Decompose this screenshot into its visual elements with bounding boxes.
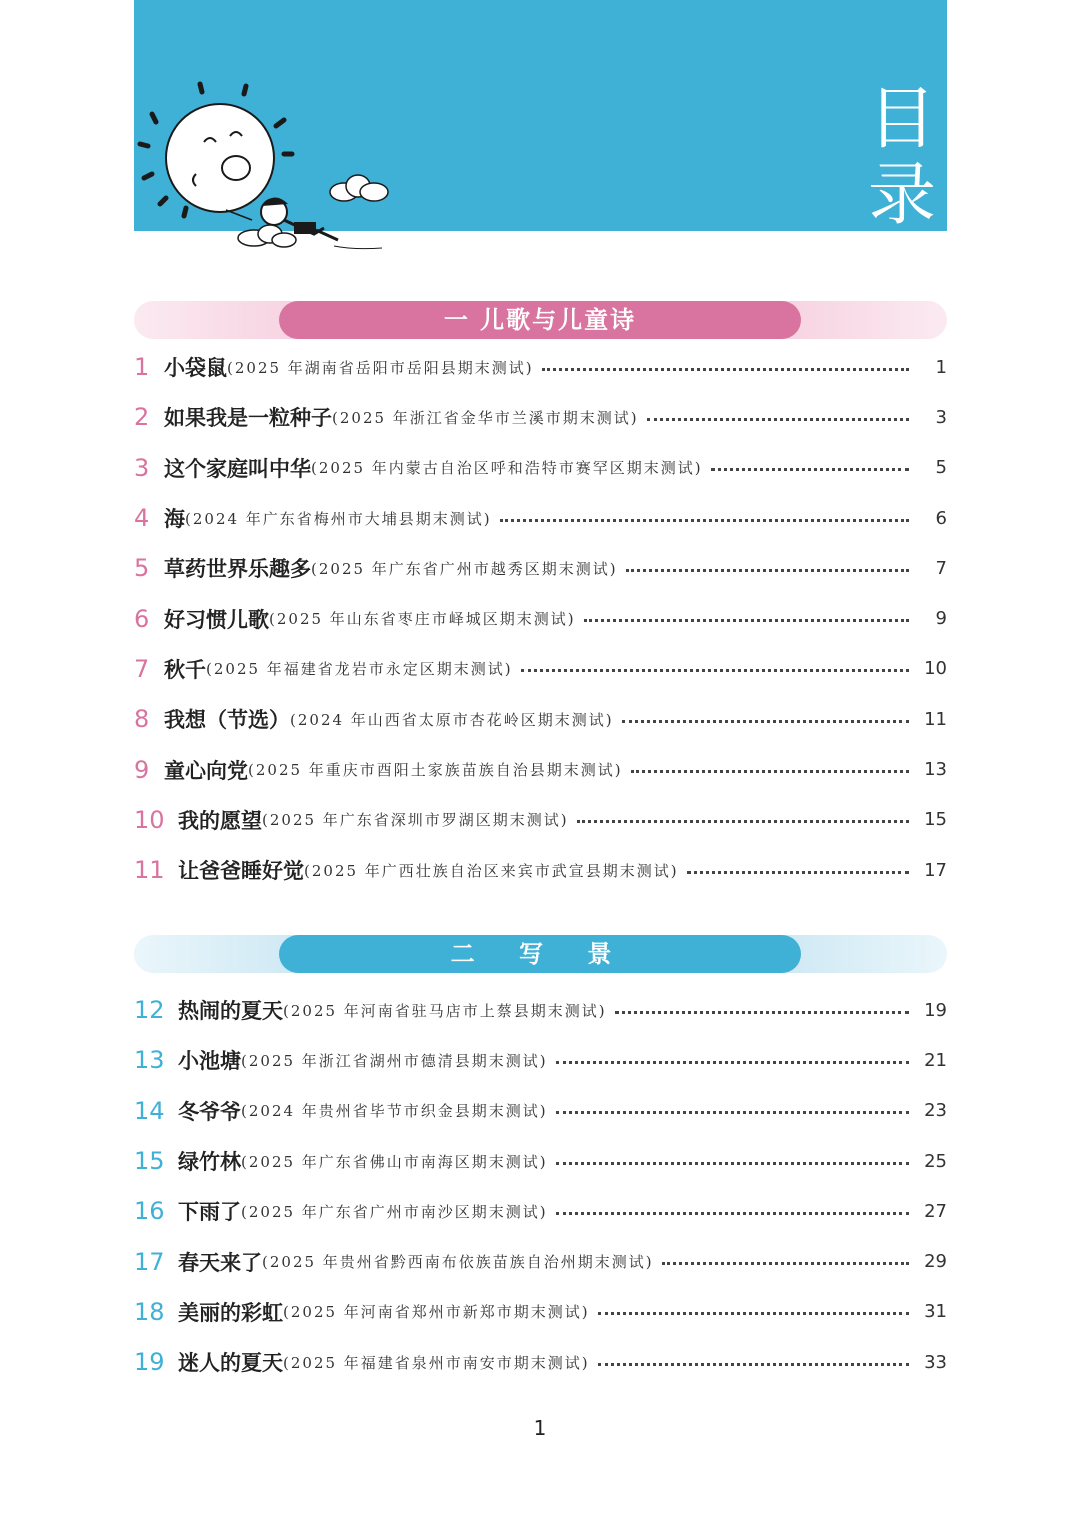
entry-number: 14	[134, 1096, 165, 1125]
dot-leader	[556, 1111, 909, 1114]
toc-entry[interactable]	[134, 1035, 947, 1085]
toc-entry[interactable]	[134, 644, 947, 694]
dot-leader	[500, 519, 909, 522]
entry-page: 29	[924, 1251, 947, 1273]
dot-leader	[521, 669, 909, 672]
entry-number: 5	[134, 554, 150, 583]
dot-leader	[626, 569, 909, 572]
entry-source: (2024 年贵州省毕节市织金县期末测试)	[241, 1102, 548, 1121]
toc-entry[interactable]	[134, 1287, 947, 1337]
entry-number: 8	[134, 705, 150, 734]
entry-number: 1	[134, 353, 150, 382]
toc-entry[interactable]	[134, 1236, 947, 1286]
entry-title: 迷人的夏天	[178, 1351, 283, 1376]
dot-leader	[662, 1262, 909, 1265]
dot-leader	[711, 468, 909, 471]
entry-number: 4	[134, 504, 150, 533]
entry-title: 让爸爸睡好觉	[178, 859, 304, 884]
dot-leader	[622, 720, 909, 723]
section-label: 一 儿歌与儿童诗	[279, 301, 801, 339]
dot-leader	[687, 871, 909, 874]
entry-source: (2025 年福建省龙岩市永定区期末测试)	[206, 660, 513, 679]
dot-leader	[577, 820, 909, 823]
toc-entry[interactable]	[134, 1136, 947, 1186]
toc-entry[interactable]	[134, 744, 947, 794]
toc-entry[interactable]	[134, 1337, 947, 1387]
entry-number: 19	[134, 1348, 165, 1377]
entry-source: (2025 年湖南省岳阳市岳阳县期末测试)	[227, 358, 534, 377]
entry-number: 3	[134, 453, 150, 482]
entry-number: 13	[134, 1046, 165, 1075]
entry-source: (2025 年广东省广州市越秀区期末测试)	[311, 559, 618, 578]
entry-page: 19	[924, 999, 947, 1021]
entry-number: 16	[134, 1197, 165, 1226]
toc-list-section-1	[134, 342, 947, 895]
entry-title: 下雨了	[178, 1200, 241, 1225]
entry-page: 1	[935, 356, 947, 378]
entry-number: 15	[134, 1147, 165, 1176]
entry-title: 海	[164, 507, 185, 532]
toc-entry[interactable]	[134, 694, 947, 744]
entry-title: 好习惯儿歌	[164, 607, 269, 632]
toc-entry[interactable]	[134, 342, 947, 392]
dot-leader	[615, 1011, 909, 1014]
toc-entry[interactable]	[134, 593, 947, 643]
entry-page: 15	[924, 809, 947, 831]
entry-source: (2025 年河南省驻马店市上蔡县期末测试)	[283, 1001, 607, 1020]
entry-number: 9	[134, 755, 150, 784]
dot-leader	[631, 770, 909, 773]
entry-title: 我想（节选）	[164, 708, 290, 733]
sun-kid-illustration	[134, 70, 434, 270]
entry-title: 童心向党	[164, 758, 248, 783]
page-title: 目录	[867, 80, 936, 235]
toc-entry[interactable]	[134, 795, 947, 845]
section-header-1	[134, 301, 947, 339]
entry-page: 3	[935, 406, 947, 428]
entry-page: 13	[924, 759, 947, 781]
entry-title: 秋千	[164, 657, 206, 682]
toc-entry[interactable]	[134, 985, 947, 1035]
small-cloud	[238, 225, 296, 247]
entry-title: 草药世界乐趣多	[164, 557, 311, 582]
entry-source: (2024 年山西省太原市杏花岭区期末测试)	[290, 710, 614, 729]
entry-source: (2025 年福建省泉州市南安市期末测试)	[283, 1353, 590, 1372]
entry-source: (2025 年广东省佛山市南海区期末测试)	[241, 1152, 548, 1171]
toc-entry[interactable]	[134, 1086, 947, 1136]
entry-number: 7	[134, 654, 150, 683]
entry-title: 冬爷爷	[178, 1099, 241, 1124]
entry-title: 热闹的夏天	[178, 999, 283, 1024]
dot-leader	[556, 1162, 909, 1165]
entry-source: (2025 年内蒙古自治区呼和浩特市赛罕区期末测试)	[311, 459, 703, 478]
toc-entry[interactable]	[134, 543, 947, 593]
dot-leader	[647, 418, 909, 421]
toc-entry[interactable]	[134, 493, 947, 543]
entry-number: 18	[134, 1297, 165, 1326]
cloud-right	[330, 175, 388, 201]
entry-number: 11	[134, 856, 165, 885]
entry-page: 25	[924, 1150, 947, 1172]
entry-source: (2025 年重庆市酉阳土家族苗族自治县期末测试)	[248, 761, 623, 780]
entry-source: (2025 年广东省广州市南沙区期末测试)	[241, 1202, 548, 1221]
entry-title: 美丽的彩虹	[178, 1300, 283, 1325]
toc-entry[interactable]	[134, 845, 947, 895]
entry-page: 11	[924, 708, 947, 730]
entry-title: 这个家庭叫中华	[164, 456, 311, 481]
toc-entry[interactable]	[134, 1186, 947, 1236]
entry-page: 7	[935, 557, 947, 579]
entry-page: 9	[935, 608, 947, 630]
entry-source: (2025 年山东省枣庄市峄城区期末测试)	[269, 610, 576, 629]
entry-page: 33	[924, 1351, 947, 1373]
entry-source: (2025 年浙江省金华市兰溪市期末测试)	[332, 408, 639, 427]
entry-source: (2024 年广东省梅州市大埔县期末测试)	[185, 509, 492, 528]
entry-page: 6	[935, 507, 947, 529]
page-number: 1	[533, 1416, 547, 1440]
entry-source: (2025 年广东省深圳市罗湖区期末测试)	[262, 811, 569, 830]
dot-leader	[598, 1312, 909, 1315]
entry-number: 2	[134, 403, 150, 432]
entry-source: (2025 年河南省郑州市新郑市期末测试)	[283, 1303, 590, 1322]
sun-face	[166, 104, 274, 212]
dot-leader	[584, 619, 909, 622]
entry-page: 27	[924, 1200, 947, 1222]
dot-leader	[556, 1061, 909, 1064]
entry-page: 23	[924, 1100, 947, 1122]
entry-source: (2025 年广西壮族自治区来宾市武宣县期末测试)	[304, 861, 679, 880]
entry-title: 小袋鼠	[164, 356, 227, 381]
toc-list-section-2	[134, 985, 947, 1387]
entry-title: 如果我是一粒种子	[164, 406, 332, 431]
entry-number: 10	[134, 805, 165, 834]
entry-number: 12	[134, 996, 165, 1025]
toc-entry[interactable]	[134, 392, 947, 442]
entry-title: 春天来了	[178, 1250, 262, 1275]
dot-leader	[556, 1212, 909, 1215]
dot-leader	[598, 1363, 909, 1366]
entry-title: 我的愿望	[178, 808, 262, 833]
entry-title: 绿竹林	[178, 1150, 241, 1175]
entry-title: 小池塘	[178, 1049, 241, 1074]
toc-entry[interactable]	[134, 443, 947, 493]
entry-number: 6	[134, 604, 150, 633]
entry-number: 17	[134, 1247, 165, 1276]
section-label: 二 写 景	[279, 935, 801, 973]
entry-page: 21	[924, 1049, 947, 1071]
entry-page: 17	[924, 859, 947, 881]
section-header-2	[134, 935, 947, 973]
entry-page: 31	[924, 1301, 947, 1323]
dot-leader	[542, 368, 909, 371]
entry-page: 10	[924, 658, 947, 680]
entry-source: (2025 年浙江省湖州市德清县期末测试)	[241, 1051, 548, 1070]
entry-page: 5	[935, 457, 947, 479]
entry-source: (2025 年贵州省黔西南布依族苗族自治州期末测试)	[262, 1253, 654, 1272]
